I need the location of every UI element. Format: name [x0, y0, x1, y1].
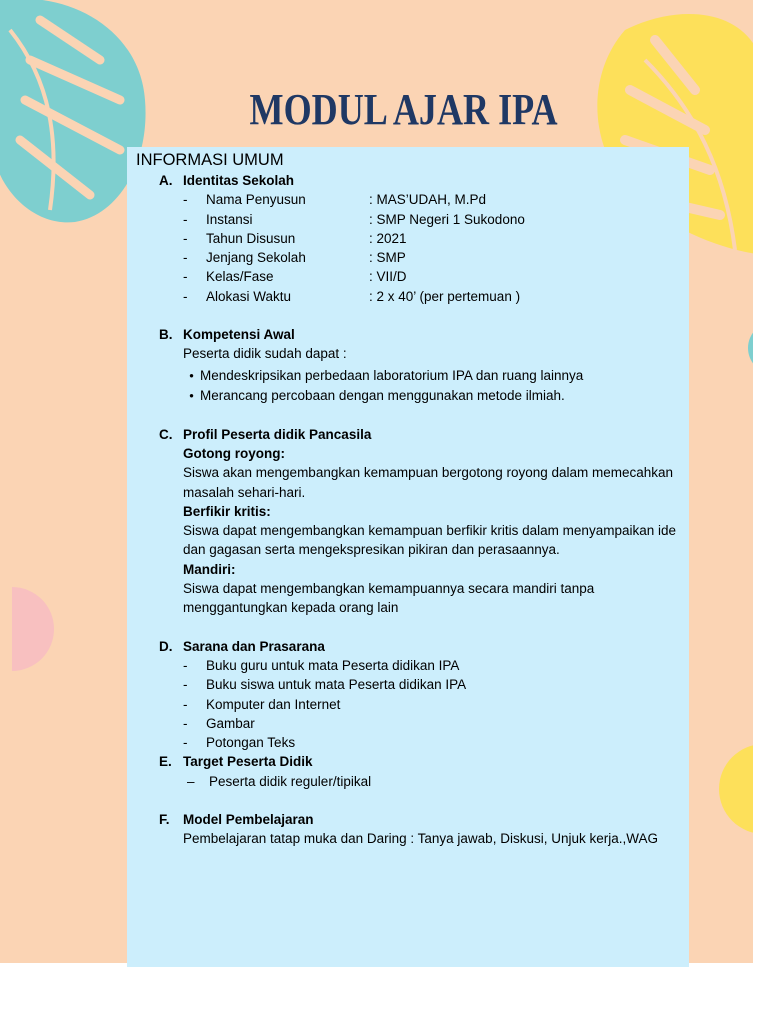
section-sarana-prasarana: [127, 637, 689, 753]
document-content: [127, 147, 689, 849]
list-item: - Buku guru untuk mata Peserta didikan IPA: [183, 657, 460, 673]
yellow-circle-decoration: [716, 744, 753, 834]
section-letter: B.: [159, 327, 173, 343]
profile-label: Berfikir kritis:: [183, 503, 271, 519]
info-key: Kelas/Fase: [206, 269, 274, 285]
list-item: - Buku siswa untuk mata Peserta didikan IPA: [183, 677, 467, 693]
section-title: Sarana dan Prasarana: [183, 638, 325, 654]
info-value: : VII/D: [369, 269, 407, 285]
info-value: : 2 x 40’ (per pertemuan ): [369, 288, 521, 304]
profile-text: Siswa akan mengembangkan kemampuan bergotong royong dalam memecahkan masalah sehari-hari.: [183, 465, 674, 500]
profile-text: Siswa dapat mengembangkan kemampuan berfikir kritis dalam menyampaikan ide dan gagasan serta mengekspresikan pikiran dan perasaannya.: [183, 523, 676, 558]
section-title: Model Pembelajaran: [183, 812, 314, 828]
bullet-item: ● Mendeskripsikan perbedaan laboratorium IPA dan ruang lainnya: [183, 366, 689, 386]
info-row: - Nama Penyusun : MAS’UDAH, M.Pd: [183, 190, 689, 209]
info-row: - Kelas/Fase : VII/D: [183, 267, 689, 286]
bullet-icon: ●: [189, 370, 194, 380]
section-letter: C.: [159, 426, 173, 442]
section-kompetensi-awal: [127, 325, 689, 406]
section-title: Profil Peserta didik Pancasila: [183, 426, 372, 442]
info-value: : MAS’UDAH, M.Pd: [369, 192, 487, 208]
teal-circle-decoration: [748, 322, 753, 374]
section-title: Kompetensi Awal: [183, 327, 295, 343]
section-intro: Peserta didik sudah dapat :: [183, 346, 347, 362]
bullet-item: ● Merancang percobaan dengan menggunakan metode ilmiah.: [183, 386, 689, 406]
section-identitas-sekolah: [127, 171, 689, 306]
section-letter: D.: [159, 638, 173, 654]
info-key: Instansi: [206, 211, 253, 227]
section-profil-pancasila: [127, 425, 689, 618]
profile-label: Mandiri:: [183, 561, 236, 577]
info-key: Alokasi Waktu: [206, 288, 292, 304]
info-value: : SMP: [369, 250, 406, 266]
info-row: - Tahun Disusun : 2021: [183, 229, 689, 248]
list-item: - Komputer dan Internet: [183, 696, 341, 712]
profile-text: Siswa dapat mengembangkan kemampuannya secara mandiri tanpa menggantungkan kepada orang lain: [183, 581, 595, 616]
section-letter: E.: [159, 754, 172, 770]
section-title: Target Peserta Didik: [183, 754, 313, 770]
info-row: - Instansi : SMP Negeri 1 Sukodono: [183, 210, 689, 229]
section-target-peserta: [127, 752, 689, 791]
info-value: : 2021: [369, 230, 407, 246]
info-value: : SMP Negeri 1 Sukodono: [369, 211, 525, 227]
pink-halfcircle-decoration: [12, 587, 60, 671]
section-heading: INFORMASI UMUM: [136, 151, 284, 169]
section-title: Identitas Sekolah: [183, 173, 295, 188]
section-text: Pembelajaran tatap muka dan Daring : Tanya jawab, Diskusi, Unjuk kerja.,WAG: [183, 831, 658, 847]
section-letter: F.: [159, 812, 170, 828]
info-key: Jenjang Sekolah: [206, 250, 306, 266]
info-key: Tahun Disusun: [206, 230, 296, 246]
page-title: MODUL AJAR IPA: [249, 85, 558, 134]
list-item: - Gambar: [183, 715, 255, 731]
bullet-icon: ●: [189, 390, 194, 400]
list-item: – Peserta didik reguler/tipikal: [187, 773, 372, 789]
section-letter: A.: [159, 173, 173, 188]
list-item: - Potongan Teks: [183, 735, 296, 751]
profile-label: Gotong royong:: [183, 445, 285, 461]
info-row: - Jenjang Sekolah : SMP: [183, 248, 689, 267]
info-key: Nama Penyusun: [206, 192, 306, 208]
section-model-pembelajaran: [127, 810, 689, 849]
info-row: - Alokasi Waktu : 2 x 40’ (per pertemuan ): [183, 287, 689, 306]
